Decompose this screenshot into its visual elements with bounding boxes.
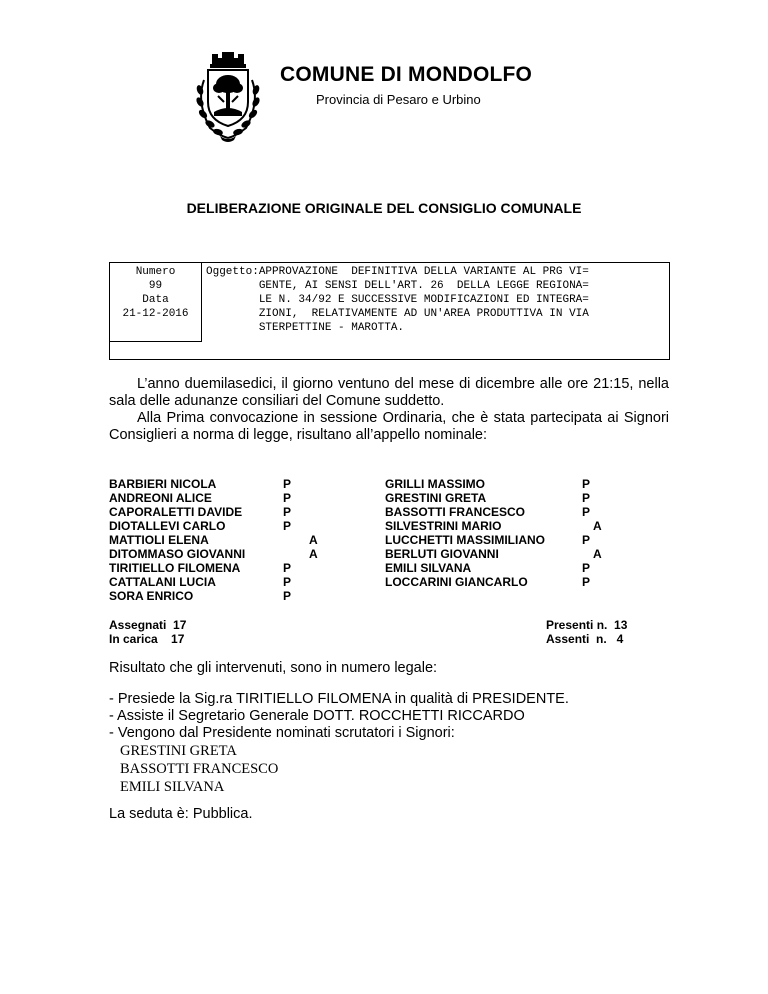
councillor-name: ANDREONI ALICE: [109, 491, 212, 505]
attendance-status: P: [283, 575, 292, 589]
deliberation-record-box: [109, 262, 670, 360]
councillor-name: MATTIOLI ELENA: [109, 533, 209, 547]
attendance-right-status: [582, 477, 602, 589]
attendance-status: P: [283, 505, 292, 519]
intro-paragraph-2: Alla Prima convocazione in sessione Ordinaria, che è stata partecipata ai Signori Consiglieri a norma di legge, risultano all’appello nominale:: [109, 410, 669, 443]
councillor-name: CAPORALETTI DAVIDE: [109, 505, 243, 519]
subject-cell: [206, 265, 589, 335]
coat-of-arms-icon: [188, 50, 268, 142]
oggetto-line: ZIONI, RELATIVAMENTE AD UN'AREA PRODUTTIVA IN VIA: [258, 308, 589, 320]
attendance-status: P: [582, 491, 591, 505]
councillor-name: GRESTINI GRETA: [385, 491, 487, 505]
scrutator-name: EMILI SILVANA: [120, 779, 225, 795]
scrutator-name: BASSOTTI FRANCESCO: [120, 761, 279, 777]
secretary-line: - Assiste il Segretario Generale DOTT. ROCCHETTI RICCARDO: [109, 708, 525, 724]
numero-label: Numero: [135, 266, 176, 278]
data-label: Data: [142, 294, 169, 306]
province-subtitle: Provincia di Pesaro e Urbino: [316, 92, 481, 107]
attendance-left-status: [283, 477, 318, 603]
councillor-name: DIOTALLEVI CARLO: [109, 519, 226, 533]
attendance-status: P: [283, 491, 292, 505]
councillor-name: SORA ENRICO: [109, 589, 194, 603]
attendance-status: P: [582, 575, 591, 589]
intro-paragraph-1: L’anno duemilasedici, il giorno ventuno del mese di dicembre alle ore 21:15, nella sala delle adunanze consiliari del Comune suddetto.: [109, 376, 669, 409]
oggetto-label: Oggetto:: [206, 266, 259, 278]
councillor-name: LOCCARINI GIANCARLO: [385, 575, 528, 589]
councillor-name: GRILLI MASSIMO: [385, 477, 485, 491]
legal-number-statement: Risultato che gli intervenuti, sono in numero legale:: [109, 660, 438, 676]
oggetto-line: STERPETTINE - MAROTTA.: [258, 322, 405, 334]
numero-value: 99: [148, 280, 163, 292]
attendance-status: P: [582, 533, 591, 547]
attendance-left-names: [109, 477, 245, 603]
councillor-name: EMILI SILVANA: [385, 561, 472, 575]
attendance-status: P: [582, 505, 591, 519]
councillor-name: LUCCHETTI MASSIMILIANO: [385, 533, 545, 547]
councillor-name: DITOMMASO GIOVANNI: [109, 547, 246, 561]
attendance-status: P: [283, 589, 292, 603]
councillor-name: SILVESTRINI MARIO: [385, 519, 502, 533]
data-value: 21-12-2016: [122, 308, 189, 320]
record-id-cell: [110, 263, 202, 342]
oggetto-line: APPROVAZIONE DEFINITIVA DELLA VARIANTE AL PRG VI=: [258, 266, 589, 278]
attendance-status: A: [593, 519, 602, 533]
assenti-count: Assenti n. 4: [546, 632, 624, 646]
attendance-status: P: [582, 561, 591, 575]
in-carica-count: In carica 17: [109, 632, 185, 646]
attendance-status: P: [283, 519, 292, 533]
scrutator-name: GRESTINI GRETA: [120, 743, 237, 759]
attendance-status: P: [283, 477, 292, 491]
session-type: La seduta è: Pubblica.: [109, 806, 253, 822]
municipality-title: COMUNE DI MONDOLFO: [280, 63, 533, 86]
councillor-name: BARBIERI NICOLA: [109, 477, 217, 491]
document-title: DELIBERAZIONE ORIGINALE DEL CONSIGLIO COMUNALE: [186, 200, 582, 216]
attendance-status: A: [593, 547, 602, 561]
attendance-status: P: [283, 561, 292, 575]
councillor-name: TIRITIELLO FILOMENA: [109, 561, 241, 575]
scrutators-intro: - Vengono dal Presidente nominati scrutatori i Signori:: [109, 725, 455, 741]
oggetto-line: LE N. 34/92 E SUCCESSIVE MODIFICAZIONI ED INTEGRA=: [258, 294, 589, 306]
attendance-status: A: [309, 547, 318, 561]
attendance-status: P: [582, 477, 591, 491]
attendance-status: A: [309, 533, 318, 547]
councillor-name: BERLUTI GIOVANNI: [385, 547, 499, 561]
oggetto-line: GENTE, AI SENSI DELL'ART. 26 DELLA LEGGE REGIONA=: [258, 280, 589, 292]
councillor-name: BASSOTTI FRANCESCO: [385, 505, 526, 519]
presenti-count: Presenti n. 13: [546, 618, 628, 632]
president-line: - Presiede la Sig.ra TIRITIELLO FILOMENA in qualità di PRESIDENTE.: [109, 691, 569, 707]
assegnati-count: Assegnati 17: [109, 618, 187, 632]
councillor-name: CATTALANI LUCIA: [109, 575, 216, 589]
attendance-right-names: [385, 477, 545, 589]
